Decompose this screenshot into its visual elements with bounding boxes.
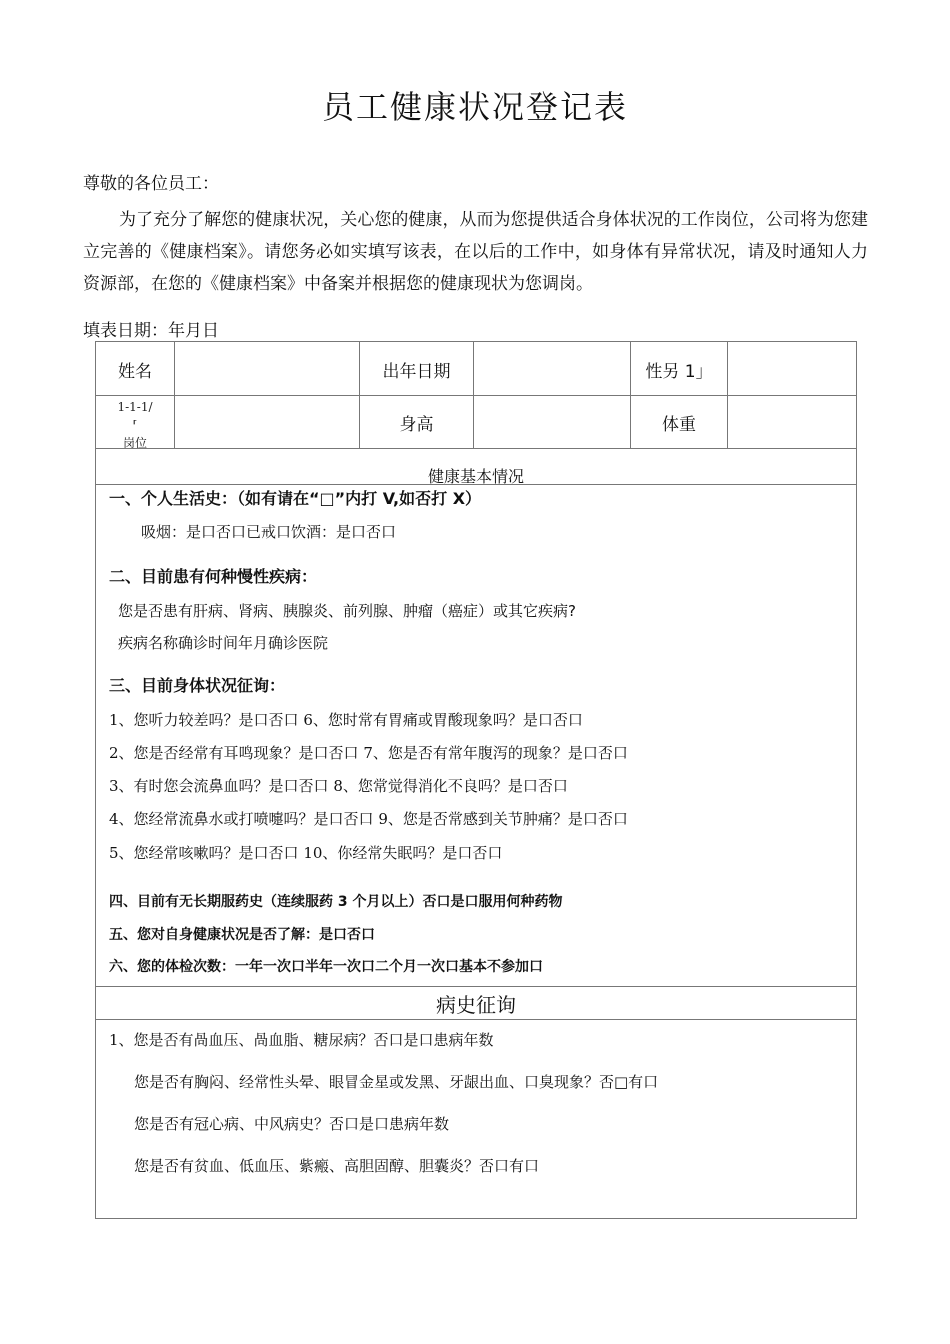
status-question-item: 4、您经常流鼻水或打喷嚏吗？是口否口 9、您是否常感到关节肿痛？是口否口 bbox=[109, 810, 628, 828]
history-question-item: 您是否有冠心病、中风病史？否口是口患病年数 bbox=[134, 1115, 450, 1133]
post-label-line: ⸢ bbox=[132, 418, 138, 432]
disease-detail-line: 疾病名称确诊时间年月确诊医院 bbox=[118, 634, 329, 652]
gender-field[interactable] bbox=[728, 342, 856, 395]
gender-label: 性另 1」 bbox=[645, 362, 713, 382]
grid-line bbox=[96, 448, 856, 449]
chronic-disease-title: 二、目前患有何种慢性疾病： bbox=[109, 567, 318, 586]
intro-paragraph: 为了充分了解您的健康状况，关心您的健康，从而为您提供适合身体状况的工作岗位，公司将为您建立完善的《健康档案》。请您务必如实填写该表，在以后的工作中，如身体有异常状况，请及时通知人力资源部，在您的《健康档案》中备案并根据您的健康现状为您调岗。 bbox=[83, 210, 868, 294]
birth-date-field[interactable] bbox=[474, 342, 630, 395]
chronic-disease-question: 您是否患有肝病、肾病、胰腺炎、前列腺、肿瘤（癌症）或其它疾病? bbox=[118, 602, 576, 620]
height-field[interactable] bbox=[474, 396, 630, 448]
grid-line bbox=[96, 986, 856, 987]
status-question-item: 3、有时您会流鼻血吗？是口否口 8、您常觉得消化不良吗？是口否口 bbox=[109, 777, 568, 795]
weight-field[interactable] bbox=[728, 396, 856, 448]
status-question-item: 5、您经常咳嗽吗？是口否口 10、你经常失眠吗？是口否口 bbox=[109, 844, 503, 862]
registration-table bbox=[95, 341, 857, 1219]
body-status-title: 三、目前身体状况征询： bbox=[109, 676, 286, 695]
life-history-title: 一、个人生活史：（如有请在“□”内打 V,如否打 X） bbox=[109, 489, 482, 508]
smoking-drinking-line: 吸烟：是口否口已戒口饮酒：是口否口 bbox=[141, 523, 397, 541]
fill-date: 填表日期：年月日 bbox=[83, 321, 219, 341]
checkup-frequency-line: 六、您的体检次数：一年一次口半年一次口二个月一次口基本不参加口 bbox=[109, 959, 543, 975]
name-label: 姓名 bbox=[118, 362, 152, 382]
status-question-item: 1、您听力较差吗？是口否口 6、您时常有胃痛或胃酸现象吗？是口否口 bbox=[109, 711, 583, 729]
post-label-line: 岗位 bbox=[122, 436, 147, 448]
post-field[interactable] bbox=[175, 396, 359, 448]
weight-label: 体重 bbox=[662, 415, 696, 435]
status-question-item: 2、您是否经常有耳鸣现象？是口否口 7、您是否有常年腹泻的现象？是口否口 bbox=[109, 744, 628, 762]
health-section-title: 健康基本情况 bbox=[427, 467, 524, 486]
grid-line bbox=[96, 1019, 856, 1020]
history-question-item: 1、您是否有咼血压、咼血脂、糖尿病？否口是口患病年数 bbox=[109, 1031, 494, 1049]
history-question-item: 您是否有胸闷、经常性头晕、眼冒金星或发黑、牙龈出血、口臭现象？否□有口 bbox=[134, 1073, 659, 1091]
height-label: 身高 bbox=[399, 415, 434, 435]
form-title: 员工健康状况登记表 bbox=[321, 88, 628, 126]
birth-date-label: 出年日期 bbox=[382, 362, 451, 382]
post-label-line: 1-1-1/ bbox=[117, 400, 153, 414]
self-awareness-line: 五、您对自身健康状况是否了解：是口否口 bbox=[109, 927, 375, 943]
post-label bbox=[96, 398, 174, 448]
medication-line: 四、目前有无长期服药史（连续服药 3 个月以上）否口是口服用何种药物 bbox=[109, 894, 563, 910]
name-field[interactable] bbox=[175, 342, 359, 395]
history-question-item: 您是否有贫血、低血压、紫瘢、高胆固醇、胆囊炎？否口有口 bbox=[134, 1157, 540, 1175]
history-section-title: 病史征询 bbox=[436, 993, 516, 1017]
greeting: 尊敬的各位员工： bbox=[83, 174, 219, 194]
